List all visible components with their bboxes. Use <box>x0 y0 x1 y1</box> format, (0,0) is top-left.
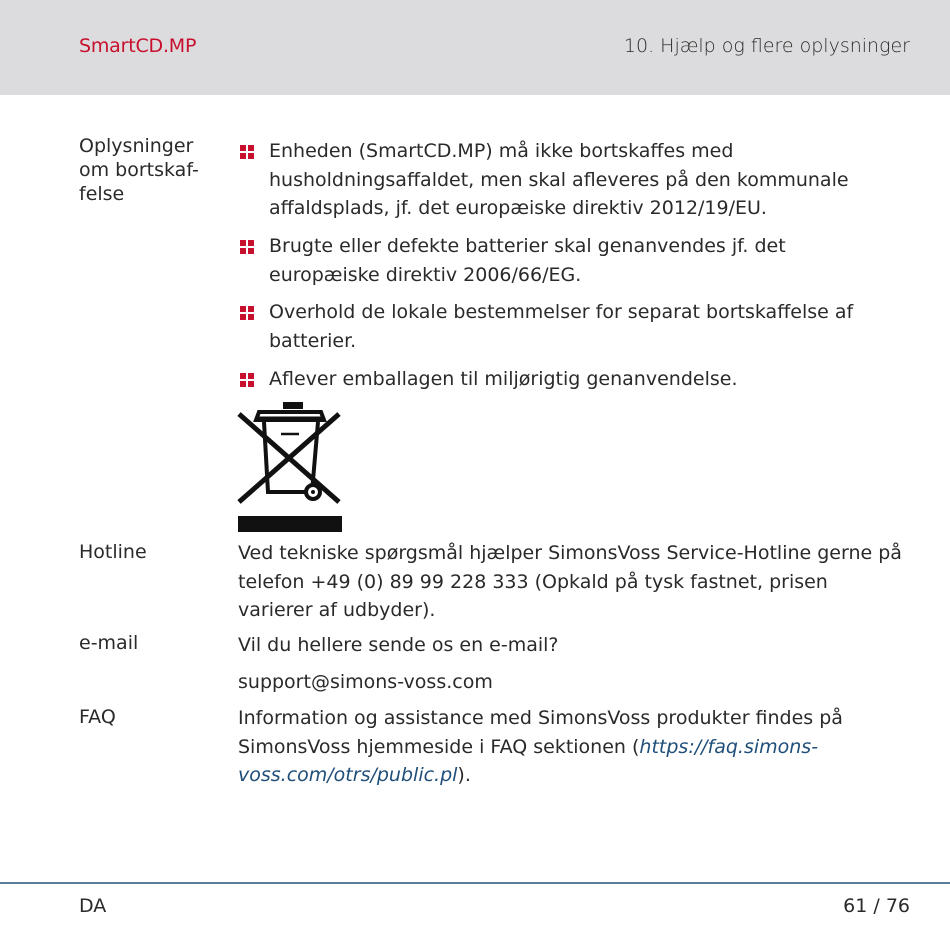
chapter-title: 10. Hjælp og flere oplysninger <box>623 35 910 57</box>
disposal-label-line: om bortskaf- <box>79 159 199 181</box>
faq-text-after: ). <box>457 764 471 786</box>
product-name: SmartCD.MP <box>79 35 197 57</box>
page-number: 61 / 76 <box>843 895 910 917</box>
red-square-bullet-icon <box>240 240 254 254</box>
red-square-bullet-icon <box>240 306 254 320</box>
faq-text-before: Information og assistance med SimonsVoss produkter findes på SimonsVoss hjemmeside i FAQ sektionen ( <box>238 707 843 758</box>
bullet-text: Brugte eller defekte batterier skal genanvendes jf. det europæiske direktiv 2006/66/EG. <box>269 235 786 286</box>
bullet-text: Enheden (SmartCD.MP) må ikke bortskaffes med husholdningsaffaldet, men skal afleveres på den kommunale affaldsplads, jf. det europæiske direktiv 2012/19/EU. <box>269 140 849 219</box>
disposal-label-line: felse <box>79 183 125 205</box>
hotline-text: Ved tekniske spørgsmål hjælper SimonsVoss Service-Hotline gerne på telefon +49 (0) 89 99 228 333 (Opkald på tysk fastnet, prisen varierer af udbyder). <box>238 542 902 621</box>
faq-text <box>238 704 908 790</box>
disposal-label <box>79 134 219 206</box>
page-header <box>0 0 950 95</box>
email-question: Vil du hellere sende os en e-mail? <box>238 634 559 656</box>
disposal-bullet <box>240 137 900 223</box>
bullet-text: Overhold de lokale bestemmelser for separat bortskaffelse af batterier. <box>269 301 854 352</box>
disposal-bullet <box>240 232 900 289</box>
faq-link[interactable]: https://faq.simons-voss.com/otrs/public.pl <box>238 735 819 786</box>
disposal-bullet <box>240 365 900 394</box>
email-address: support@simons-voss.com <box>238 671 493 693</box>
crossed-out-wheelie-bin-icon <box>237 400 343 534</box>
hotline-label: Hotline <box>79 541 147 563</box>
disposal-label-line: Oplysninger <box>79 135 194 157</box>
disposal-bullet <box>240 298 900 355</box>
bullet-text: Aflever emballagen til miljørigtig genanvendelse. <box>269 368 738 390</box>
red-square-bullet-icon <box>240 373 254 387</box>
footer-language: DA <box>79 895 107 917</box>
red-square-bullet-icon <box>240 145 254 159</box>
email-label: e-mail <box>79 632 139 654</box>
faq-label: FAQ <box>79 706 116 728</box>
footer-divider <box>0 882 950 884</box>
